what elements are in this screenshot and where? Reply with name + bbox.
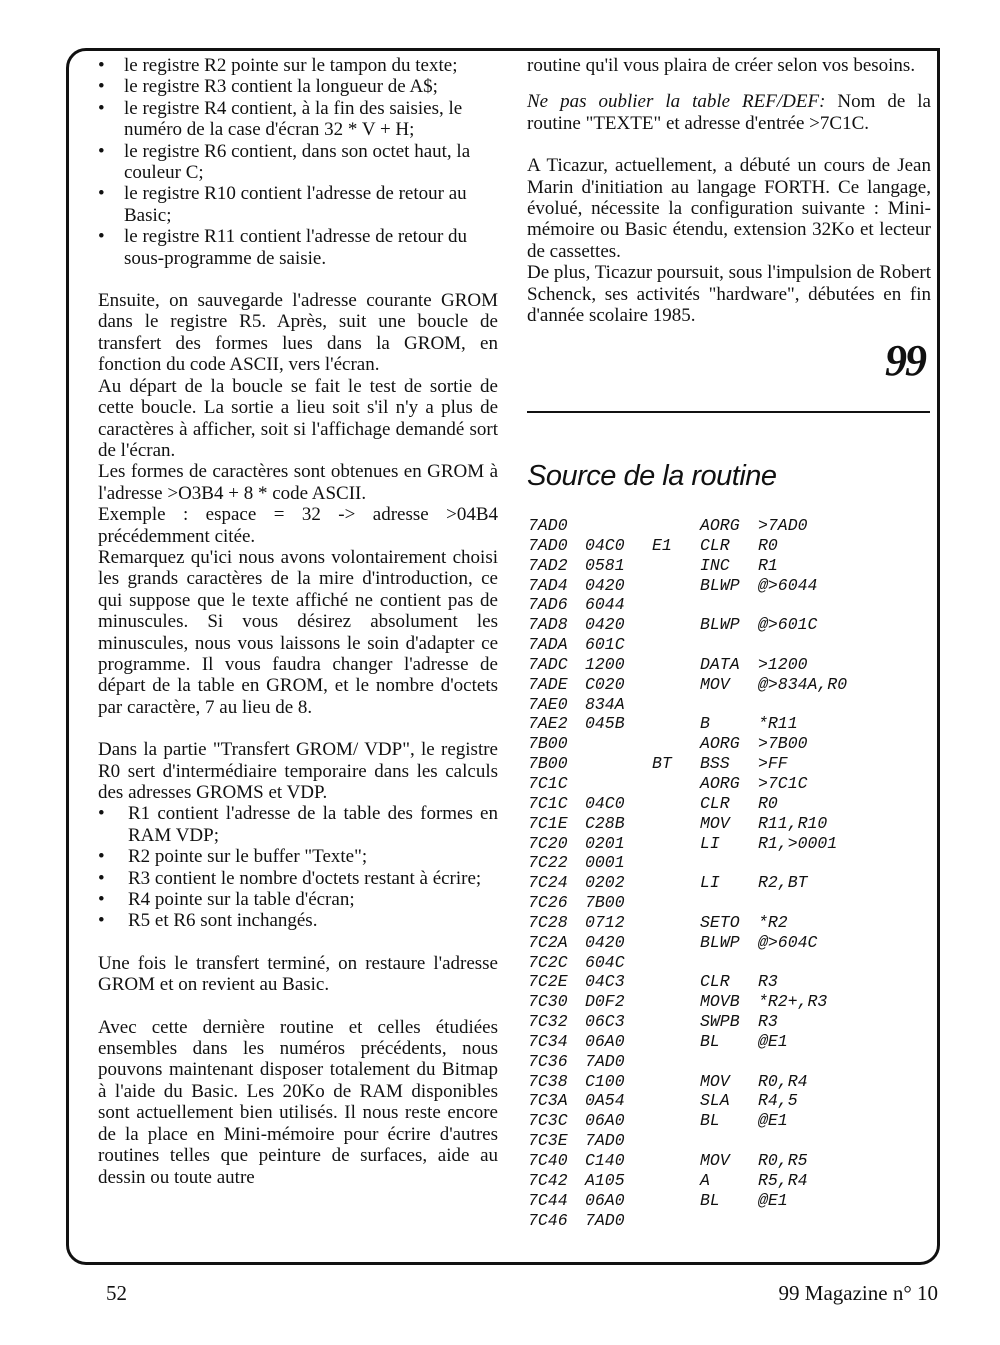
bullet-item: • R2 pointe sur le buffer "Texte";	[98, 846, 498, 867]
section-title: Source de la routine	[527, 460, 777, 492]
code-line	[528, 695, 928, 715]
paragraph-ticazur-hardware: De plus, Ticazur poursuit, sous l'impulsion de Robert Schenck, ses activités "hardware", débutées en fin d'année scolaire 1985.	[527, 262, 932, 327]
code-hex: 04C0	[585, 535, 625, 555]
code-operand: @>601C	[758, 615, 818, 635]
code-address: 7AD2	[528, 555, 568, 575]
code-address: 7C20	[528, 833, 568, 853]
code-address: 7C32	[528, 1012, 568, 1032]
code-address: 7C30	[528, 992, 568, 1012]
code-hex: 0581	[585, 555, 625, 575]
code-address: 7C28	[528, 912, 568, 932]
code-opcode: DATA	[700, 654, 740, 674]
code-hex: 0420	[585, 575, 625, 595]
code-address: 7C40	[528, 1151, 568, 1170]
code-line	[528, 853, 928, 873]
code-hex: 604C	[585, 952, 625, 972]
code-hex: 7AD0	[585, 1131, 625, 1151]
code-opcode: BSS	[700, 754, 730, 774]
code-operand: >7AD0	[758, 516, 808, 535]
paragraph-loop-exit: Au départ de la boucle se fait le test de sortie de cette boucle. La sortie a lieu soit s'il n'y a plus de caractères à afficher, soit si l'affichage demandé sort de l'écran.	[98, 375, 498, 461]
code-address: 7AE2	[528, 714, 568, 734]
code-line	[528, 794, 928, 814]
code-address: 7AD8	[528, 615, 568, 635]
code-address: 7C3E	[528, 1131, 568, 1151]
code-hex: 1200	[585, 654, 625, 674]
code-operand: @>834A,R0	[758, 674, 848, 694]
bullet-item: • R5 et R6 sont inchangés.	[98, 910, 498, 931]
code-hex: 7AD0	[585, 1051, 625, 1071]
bullet-item: • le registre R11 contient l'adresse de retour du sous-programme de saisie.	[98, 226, 498, 269]
code-address: 7ADC	[528, 654, 568, 674]
code-opcode: MOV	[700, 674, 730, 694]
refdef-emphasis: Ne pas oublier la table REF/DEF:	[527, 91, 826, 113]
publication-issue: 99 Magazine n° 10	[778, 1281, 938, 1305]
code-operand: R11,R10	[758, 813, 828, 833]
code-operand: @>6044	[758, 575, 818, 595]
code-operand: @E1	[758, 1190, 788, 1210]
code-address: 7C3A	[528, 1091, 568, 1111]
code-line	[528, 516, 928, 536]
code-address: 7C2E	[528, 972, 568, 992]
code-address: 7B00	[528, 734, 568, 754]
magazine-logo-99: 99	[885, 336, 925, 386]
code-opcode: INC	[700, 555, 730, 575]
code-operand: R0	[758, 793, 778, 813]
code-line	[528, 953, 928, 973]
bullet-item: • le registre R3 contient la longueur de A$;	[98, 76, 498, 97]
code-hex: C100	[585, 1071, 625, 1091]
bullet-item: • le registre R6 contient, dans son octet haut, la couleur C;	[98, 141, 498, 184]
paragraph-example: Exemple : espace = 32 -> adresse >04B4 précédemment citée.	[98, 504, 498, 547]
code-opcode: SETO	[700, 912, 740, 932]
code-address: 7C2C	[528, 952, 568, 972]
code-line	[528, 1072, 928, 1092]
code-opcode: BLWP	[700, 615, 740, 635]
bullet-item: • le registre R2 pointe sur le tampon du texte;	[98, 55, 498, 76]
code-opcode: MOVB	[700, 992, 740, 1012]
code-address: 7C22	[528, 853, 568, 873]
code-hex: 04C3	[585, 972, 625, 992]
code-address: 7C1C	[528, 773, 568, 793]
code-opcode: MOV	[700, 1071, 730, 1091]
code-address: 7AD6	[528, 595, 568, 615]
code-line	[528, 1151, 928, 1171]
register-list-input	[98, 55, 498, 269]
paragraph-continuation: routine qu'il vous plaira de créer selon vos besoins.	[527, 55, 916, 76]
bullet-item: • R1 contient l'adresse de la table des formes en RAM VDP;	[98, 803, 498, 846]
code-operand: R0,R5	[758, 1151, 808, 1170]
code-address: 7B00	[528, 754, 568, 774]
code-hex: A105	[585, 1170, 625, 1190]
code-operand: R1,>0001	[758, 833, 838, 853]
code-line	[528, 1131, 928, 1151]
code-hex: D0F2	[585, 992, 625, 1012]
right-column	[527, 55, 931, 384]
code-line	[528, 675, 928, 695]
code-opcode: BL	[700, 1190, 720, 1210]
section-divider	[527, 411, 930, 413]
code-operand: R5,R4	[758, 1170, 808, 1190]
code-line	[528, 734, 928, 754]
code-address: 7C3C	[528, 1111, 568, 1131]
bullet-item: • le registre R10 contient l'adresse de retour au Basic;	[98, 183, 498, 226]
code-operand: >1200	[758, 654, 808, 674]
code-address: 7C1C	[528, 793, 568, 813]
code-operand: >FF	[758, 754, 788, 774]
refdef-text: Nom de la routine "TEXTE" et adresse d'entrée >7C1C.	[527, 91, 931, 134]
paragraph-conclusion: Avec cette dernière routine et celles étudiées ensembles dans les numéros précédents, nous pouvons maintenant disposer totalement du Bitmap à l'aide du Basic. Les 20Ko de RAM disponibles sont actuellement bien utilisés. Il nous reste encore de la place en Mini-mémoire pour écrire d'autres routines telles que peinture de surfaces, aide au dessin ou toute autre	[98, 1016, 498, 1188]
code-hex: 0001	[585, 853, 625, 873]
code-hex: 045B	[585, 714, 625, 734]
code-line	[528, 992, 928, 1012]
code-line	[528, 834, 928, 854]
bullet-item: • le registre R4 contient, à la fin des saisies, le numéro de la case d'écran 32 * V + H;	[98, 98, 498, 141]
code-address: 7ADA	[528, 635, 568, 655]
code-hex: C140	[585, 1151, 625, 1170]
code-hex: 04C0	[585, 793, 625, 813]
code-hex: 7AD0	[585, 1210, 625, 1230]
code-address: 7C34	[528, 1031, 568, 1051]
code-opcode: MOV	[700, 1151, 730, 1170]
code-hex: 0712	[585, 912, 625, 932]
code-operand: @E1	[758, 1111, 788, 1131]
code-address: 7AD0	[528, 535, 568, 555]
code-opcode: BLWP	[700, 932, 740, 952]
code-hex: 06A0	[585, 1111, 625, 1131]
code-hex: 06A0	[585, 1031, 625, 1051]
code-opcode: AORG	[700, 516, 740, 535]
code-line	[528, 972, 928, 992]
code-line	[528, 635, 928, 655]
code-hex: C020	[585, 674, 625, 694]
code-operand: *R2	[758, 912, 788, 932]
code-operand: R2,BT	[758, 873, 808, 893]
code-operand: >7B00	[758, 734, 808, 754]
code-opcode: CLR	[700, 535, 730, 555]
code-opcode: CLR	[700, 793, 730, 813]
paragraph-transfer-intro: Dans la partie "Transfert GROM/ VDP", le registre R0 sert d'intermédiaire temporaire dans les calculs des adresses GROMS et VDP.	[98, 739, 498, 803]
code-line	[528, 1171, 928, 1191]
code-operand: R0,R4	[758, 1071, 808, 1091]
code-line	[528, 913, 928, 933]
code-operand: R4,5	[758, 1091, 798, 1111]
code-operand: R3	[758, 1012, 778, 1032]
code-line	[528, 1012, 928, 1032]
code-address: 7C26	[528, 893, 568, 913]
left-column	[98, 55, 498, 1188]
code-address: 7ADE	[528, 674, 568, 694]
code-opcode: LI	[700, 833, 720, 853]
code-line	[528, 1091, 928, 1111]
code-operand: >7C1C	[758, 773, 808, 793]
code-line	[528, 1032, 928, 1052]
paragraph-char-forms: Les formes de caractères sont obtenues en GROM à l'adresse >O3B4 + 8 * code ASCII.	[98, 461, 498, 504]
code-operand: R0	[758, 535, 778, 555]
code-hex: 7B00	[585, 893, 625, 913]
code-operand: @E1	[758, 1031, 788, 1051]
code-operand: R3	[758, 972, 778, 992]
bullet-item: • R4 pointe sur la table d'écran;	[98, 889, 498, 910]
code-hex: 06C3	[585, 1012, 625, 1032]
code-line	[528, 576, 928, 596]
code-line	[528, 1191, 928, 1211]
code-hex: 6044	[585, 595, 625, 615]
code-address: 7AD4	[528, 575, 568, 595]
code-address: 7C46	[528, 1210, 568, 1230]
code-opcode: CLR	[700, 972, 730, 992]
code-line	[528, 615, 928, 635]
code-line	[528, 536, 928, 556]
code-hex: 06A0	[585, 1190, 625, 1210]
code-address: 7C1E	[528, 813, 568, 833]
code-hex: 834A	[585, 694, 625, 714]
paragraph-transfer-end: Une fois le transfert terminé, on restaure l'adresse GROM et on revient au Basic.	[98, 952, 498, 996]
code-line	[528, 814, 928, 834]
code-operand: *R11	[758, 714, 798, 734]
code-line	[528, 714, 928, 734]
code-opcode: SLA	[700, 1091, 730, 1111]
paragraph-refdef	[527, 91, 931, 134]
page-number: 52	[106, 1281, 127, 1305]
code-address: 7C38	[528, 1071, 568, 1091]
code-opcode: B	[700, 714, 710, 734]
code-opcode: MOV	[700, 813, 730, 833]
code-opcode: SWPB	[700, 1012, 740, 1032]
code-opcode: BLWP	[700, 575, 740, 595]
code-opcode: BL	[700, 1111, 720, 1131]
code-line	[528, 893, 928, 913]
code-address: 7AD0	[528, 516, 568, 535]
code-hex: 0202	[585, 873, 625, 893]
code-line	[528, 655, 928, 675]
code-opcode: AORG	[700, 734, 740, 754]
code-opcode: BL	[700, 1031, 720, 1051]
code-address: 7AE0	[528, 694, 568, 714]
code-line	[528, 1111, 928, 1131]
paragraph-ticazur-forth: A Ticazur, actuellement, a débuté un cours de Jean Marin d'initiation au langage FORTH. Ce langage, évolué, nécessite la configuration suivante : Mini-mémoire ou Basic étendu, extension 32Ko et lecteur de cassettes.	[527, 155, 931, 262]
code-address: 7C24	[528, 873, 568, 893]
code-opcode: LI	[700, 873, 720, 893]
code-line	[528, 556, 928, 576]
code-label: BT	[652, 754, 672, 774]
bullet-item: • R3 contient le nombre d'octets restant à écrire;	[98, 868, 498, 889]
code-address: 7C2A	[528, 932, 568, 952]
code-hex: 0420	[585, 932, 625, 952]
code-line	[528, 774, 928, 794]
code-line	[528, 1052, 928, 1072]
paragraph-grom-save: Ensuite, on sauvegarde l'adresse courante GROM dans le registre R5. Après, suit une boucle de transfert des formes lues dans la GROM, en fonction du code ASCII, vers l'écran.	[98, 290, 498, 376]
code-hex: C28B	[585, 813, 625, 833]
code-operand: *R2+,R3	[758, 992, 828, 1012]
code-hex: 0420	[585, 615, 625, 635]
code-line	[528, 1211, 928, 1231]
code-address: 7C42	[528, 1170, 568, 1190]
code-operand: @>604C	[758, 932, 818, 952]
code-line	[528, 873, 928, 893]
code-operand: R1	[758, 555, 778, 575]
code-opcode: AORG	[700, 773, 740, 793]
code-line	[528, 933, 928, 953]
code-line	[528, 595, 928, 615]
code-line	[528, 754, 928, 774]
paragraph-remark: Remarquez qu'ici nous avons volontairement choisi les grands caractères de la mire d'introduction, ce qui suppose que le texte affiché ne contient pas de minuscules. Si vous désirez absolument les minuscules, nous vous laissons le soin d'adapter ce programme. Il vous faudra changer l'adresse de départ de la table en GROM, et le nombre d'octets par caractère, 7 au lieu de 8.	[98, 546, 498, 718]
code-label: E1	[652, 535, 672, 555]
code-address: 7C36	[528, 1051, 568, 1071]
code-opcode: A	[700, 1170, 710, 1190]
register-list-transfer	[98, 803, 498, 931]
code-hex: 0201	[585, 833, 625, 853]
code-address: 7C44	[528, 1190, 568, 1210]
code-hex: 0A54	[585, 1091, 625, 1111]
assembly-code-listing	[528, 516, 928, 1230]
code-hex: 601C	[585, 635, 625, 655]
